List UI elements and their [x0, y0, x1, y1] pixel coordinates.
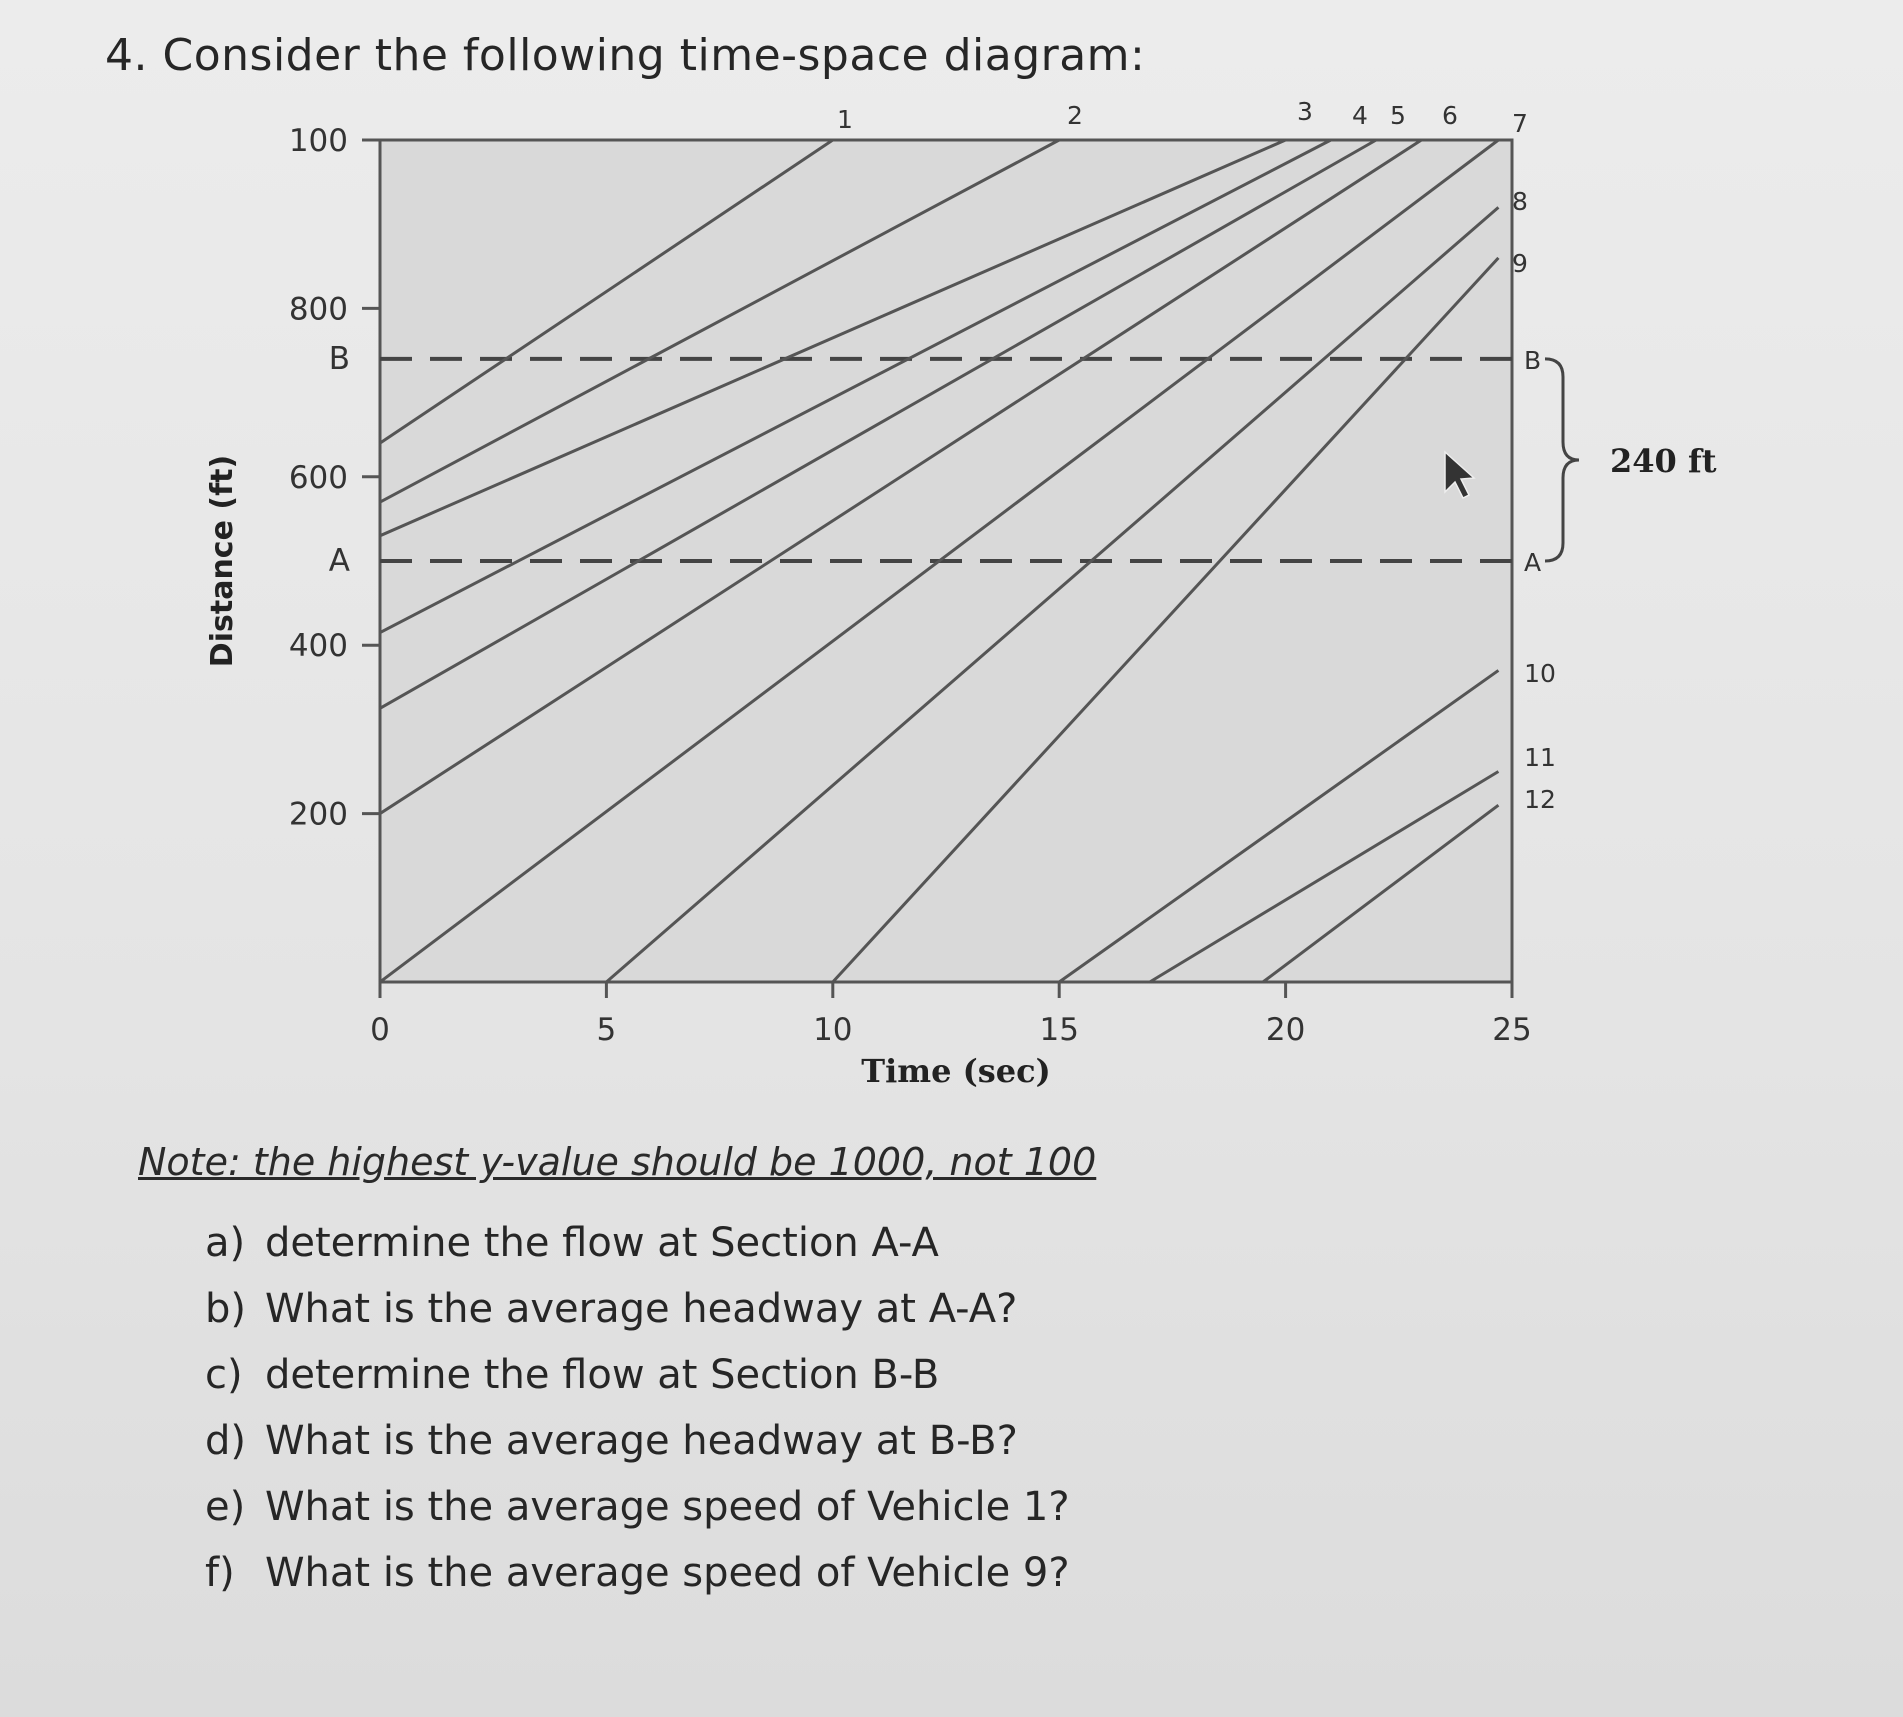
part-letter: d) — [205, 1418, 246, 1464]
x-tick-label: 5 — [596, 1012, 617, 1048]
question-number: 4. — [105, 30, 148, 81]
question-title: Consider the following time-space diagram: — [162, 30, 1146, 81]
question-part-c — [205, 1342, 1070, 1408]
vehicle-label-7: 7 — [1512, 109, 1528, 138]
vehicle-label-11: 11 — [1524, 743, 1556, 772]
y-tick-label: 400 — [288, 628, 348, 665]
section-label-left: B — [328, 340, 350, 377]
vehicle-label-3: 3 — [1297, 97, 1313, 126]
question-part-d — [205, 1408, 1070, 1474]
vehicle-label-6: 6 — [1442, 101, 1458, 130]
y-tick-label: 600 — [288, 459, 348, 496]
question-part-e — [205, 1474, 1070, 1540]
y-tick-label: 200 — [288, 796, 348, 833]
vehicle-label-4: 4 — [1352, 101, 1368, 130]
vehicle-label-10: 10 — [1524, 659, 1556, 688]
part-letter: e) — [205, 1484, 246, 1530]
part-letter: b) — [205, 1286, 246, 1332]
vehicle-label-5: 5 — [1390, 101, 1406, 130]
section-label-left: A — [328, 543, 350, 579]
part-letter: c) — [205, 1352, 243, 1398]
part-text: What is the average speed of Vehicle 9? — [265, 1550, 1070, 1596]
part-text: What is the average headway at B-B? — [265, 1418, 1018, 1464]
x-tick-label: 15 — [1039, 1012, 1079, 1048]
section-label-right: B — [1524, 345, 1542, 375]
x-axis-title: Time (sec) — [861, 1052, 1051, 1090]
section-label-right: A — [1524, 548, 1542, 577]
vehicle-label-2: 2 — [1067, 101, 1083, 130]
question-part-a — [205, 1210, 1070, 1276]
x-tick-label: 25 — [1492, 1012, 1532, 1048]
x-tick-label: 20 — [1265, 1012, 1306, 1048]
plot-layer — [205, 97, 1717, 1090]
part-letter: f) — [205, 1550, 235, 1596]
question-parts — [205, 1210, 1070, 1606]
y-tick-label: 100 — [288, 123, 348, 159]
part-text: determine the flow at Section B-B — [265, 1352, 940, 1398]
vehicle-label-12: 12 — [1524, 785, 1556, 814]
part-text: What is the average headway at A-A? — [265, 1286, 1018, 1332]
vehicle-label-9: 9 — [1512, 249, 1528, 278]
x-tick-label: 0 — [370, 1012, 390, 1048]
question-part-f — [205, 1540, 1070, 1606]
vehicle-label-8: 8 — [1512, 187, 1528, 216]
brace-label: 240 ft — [1610, 441, 1717, 480]
part-text: determine the flow at Section A-A — [265, 1220, 939, 1266]
vehicle-label-1: 1 — [837, 105, 853, 134]
x-tick-label: 10 — [813, 1012, 853, 1048]
y-axis-title: Distance (ft) — [205, 454, 240, 668]
question-part-b — [205, 1276, 1070, 1342]
part-letter: a) — [205, 1220, 246, 1266]
y-tick-label: 800 — [288, 291, 348, 328]
section-brace — [1545, 359, 1579, 561]
part-text: What is the average speed of Vehicle 1? — [265, 1484, 1070, 1530]
note-text: Note: the highest y-value should be 1000, not 100 — [138, 1140, 1097, 1184]
